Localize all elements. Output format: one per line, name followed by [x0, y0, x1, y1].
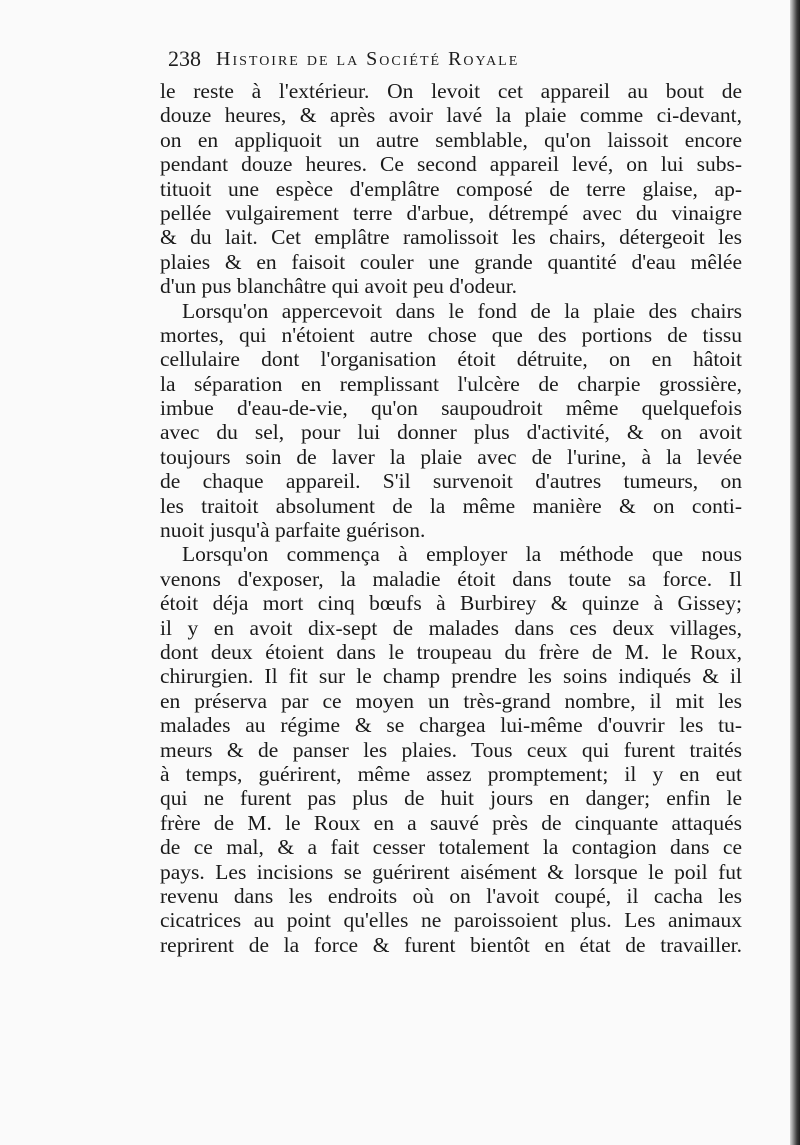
text-line: le reste à l'extérieur. On levoit cet appareil au bout de — [160, 79, 742, 103]
page-edge-shadow — [790, 0, 800, 1145]
text-line: tituoit une espèce d'emplâtre composé de terre glaise, ap- — [160, 176, 742, 201]
text-line: la séparation en remplissant l'ulcère de charpie grossière, — [160, 371, 742, 396]
text-line: à temps, guérirent, même assez promptement; il y en eut — [160, 761, 742, 786]
text-line: mortes, qui n'étoient autre chose que des portions de tissu — [160, 322, 742, 347]
text-line: il y en avoit dix-sept de malades dans ces deux villages, — [160, 615, 742, 640]
text-line: & du lait. Cet emplâtre ramolissoit les chairs, détergeoit les — [160, 225, 742, 250]
text-line: Lorsqu'on commença à employer la méthode que nous — [182, 542, 742, 567]
text-line: dont deux étoient dans le troupeau du frère de M. le Roux, — [160, 639, 742, 664]
text-line: pays. Les incisions se guérirent aisément & lorsque le poil fut — [160, 859, 742, 884]
running-title: Histoire de la Société Royale — [216, 48, 520, 70]
text-line: revenu dans les endroits où on l'avoit coupé, il cacha les — [160, 883, 742, 908]
text-line: douze heures, & après avoir lavé la plaie comme ci-devant, — [160, 103, 742, 128]
text-line: les traitoit absolument de la même manière & on conti- — [160, 493, 742, 518]
text-line: reprirent de la force & furent bientôt en état de travailler. — [160, 932, 742, 957]
page-number: 238 — [168, 46, 201, 71]
text-line: on en appliquoit un autre semblable, qu'on laissoit encore — [160, 127, 742, 152]
text-line: avec du sel, pour lui donner plus d'activité, & on avoit — [160, 420, 742, 445]
text-line: Lorsqu'on appercevoit dans le fond de la plaie des chairs — [182, 298, 742, 323]
page-header — [168, 42, 668, 76]
text-line: de ce mal, & a fait cesser totalement la contagion dans ce — [160, 835, 742, 860]
body-text — [160, 79, 742, 957]
text-line: cicatrices au point qu'elles ne paroissoient plus. Les animaux — [160, 908, 742, 933]
text-line: en préserva par ce moyen un très-grand nombre, il mit les — [160, 688, 742, 713]
text-line: pellée vulgairement terre d'arbue, détrempé avec du vinaigre — [160, 200, 742, 225]
text-line: toujours soin de laver la plaie avec de l'urine, à la levée — [160, 444, 742, 469]
text-line: venons d'exposer, la maladie étoit dans toute sa force. Il — [160, 566, 742, 591]
text-line: d'un pus blanchâtre qui avoit peu d'odeur. — [160, 274, 518, 299]
text-line: cellulaire dont l'organisation étoit détruite, on en hâtoit — [160, 347, 742, 372]
text-line: qui ne furent pas plus de huit jours en danger; enfin le — [160, 786, 742, 811]
text-line: chirurgien. Il fit sur le champ prendre les soins indiqués & il — [160, 664, 742, 689]
text-line: imbue d'eau-de-vie, qu'on saupoudroit même quelquefois — [160, 396, 742, 421]
text-line: pendant douze heures. Ce second appareil levé, on lui subs- — [160, 152, 742, 177]
text-line: nuoit jusqu'à parfaite guérison. — [160, 518, 426, 543]
text-line: frère de M. le Roux en a sauvé près de cinquante attaqués — [160, 810, 742, 835]
text-line: malades au régime & se chargea lui-même d'ouvrir les tu- — [160, 713, 742, 738]
text-line: meurs & de panser les plaies. Tous ceux qui furent traités — [160, 737, 742, 762]
text-line: de chaque appareil. S'il survenoit d'autres tumeurs, on — [160, 469, 742, 494]
text-line: plaies & en faisoit couler une grande quantité d'eau mêlée — [160, 249, 742, 274]
text-line: étoit déja mort cinq bœufs à Burbirey & quinze à Gissey; — [160, 591, 742, 616]
